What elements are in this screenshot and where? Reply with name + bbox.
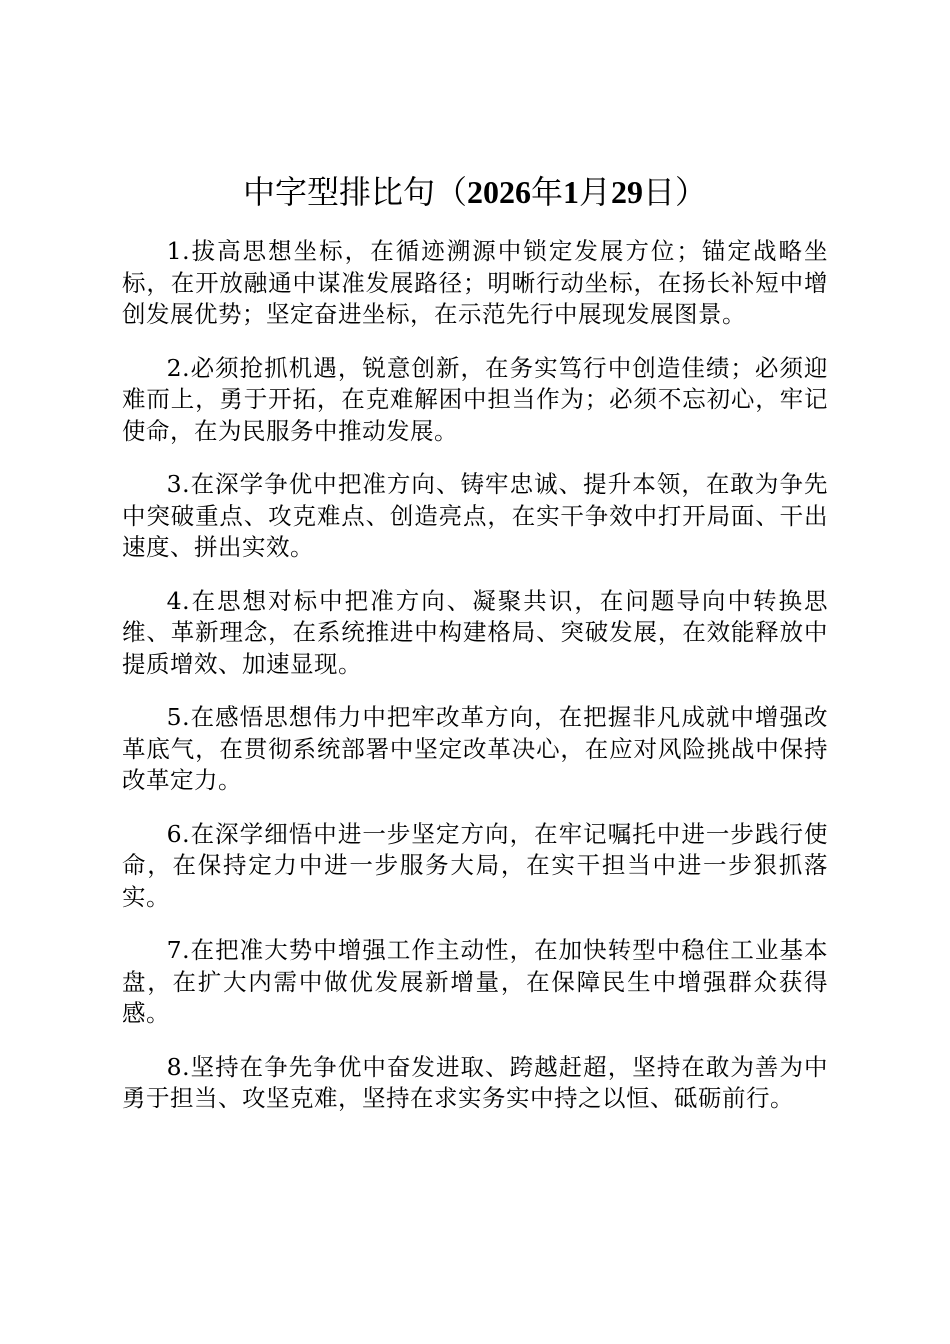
paragraph-2: 2.必须抢抓机遇，锐意创新，在务实笃行中创造佳绩；必须迎难而上，勇于开拓，在克难解困中担当作为；必须不忘初心，牢记使命，在为民服务中推动发展。 bbox=[122, 353, 828, 445]
title-month: 1 bbox=[563, 174, 579, 210]
title-month-unit: 月 bbox=[579, 173, 612, 211]
paragraph-6: 6.在深学细悟中进一步坚定方向，在牢记嘱托中进一步践行使命，在保持定力中进一步服务大局，在实干担当中进一步狠抓落实。 bbox=[122, 819, 828, 911]
title-year-unit: 年 bbox=[530, 173, 563, 211]
paragraph-1: 1.拔高思想坐标，在循迹溯源中锁定发展方位；锚定战略坐标，在开放融通中谋准发展路径；明晰行动坐标，在扬长补短中增创发展优势；坚定奋进坐标，在示范先行中展现发展图景。 bbox=[122, 237, 828, 328]
document-body bbox=[122, 236, 828, 1137]
title-year: 2026 bbox=[466, 174, 531, 210]
paragraph-3: 3.在深学争优中把准方向、铸牢忠诚、提升本领，在敢为争先中突破重点、攻克难点、创造亮点，在实干争效中打开局面、干出速度、拼出实效。 bbox=[122, 470, 828, 561]
paragraph-4: 4.在思想对标中把准方向、凝聚共识，在问题导向中转换思维、革新理念，在系统推进中构建格局、突破发展，在效能释放中提质增效、加速显现。 bbox=[122, 586, 828, 678]
title-day: 29 bbox=[611, 174, 644, 210]
page-title bbox=[0, 168, 950, 216]
paragraph-7: 7.在把准大势中增强工作主动性，在加快转型中稳住工业基本盘，在扩大内需中做优发展新增量，在保障民生中增强群众获得感。 bbox=[122, 936, 828, 1027]
title-suffix: 日） bbox=[643, 173, 708, 211]
paragraph-8: 8.坚持在争先争优中奋发进取、跨越赶超，坚持在敢为善为中勇于担当、攻坚克难，坚持在求实务实中持之以恒、砥砺前行。 bbox=[122, 1052, 828, 1112]
title-prefix: 中字型排比句（ bbox=[242, 173, 467, 211]
paragraph-5: 5.在感悟思想伟力中把牢改革方向，在把握非凡成就中增强改革底气，在贯彻系统部署中坚定改革决心，在应对风险挑战中保持改革定力。 bbox=[122, 703, 828, 794]
